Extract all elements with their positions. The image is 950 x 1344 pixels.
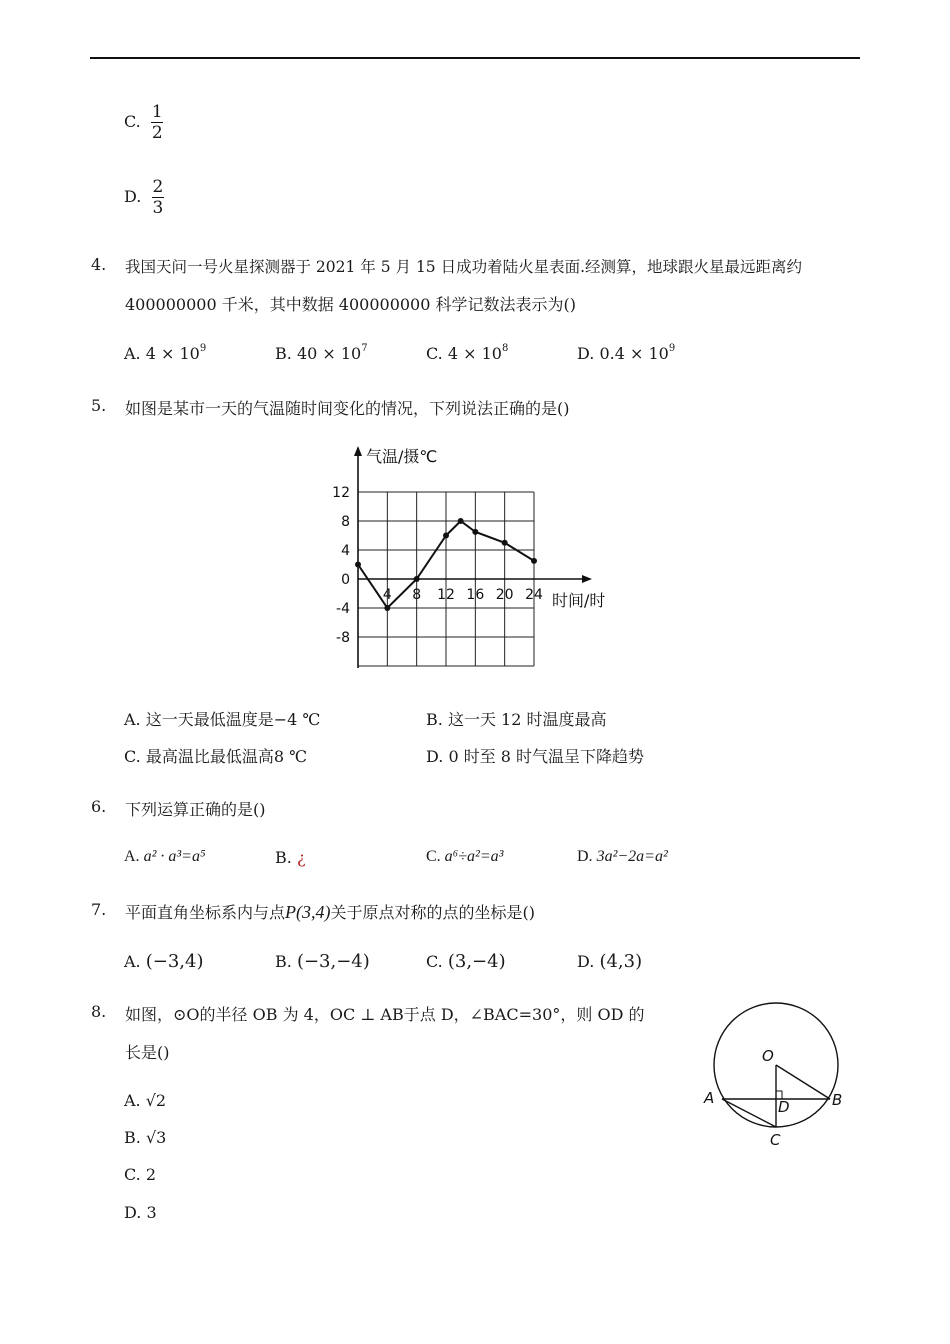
- option-text: ¿: [296, 848, 306, 867]
- option-letter: A.: [124, 710, 141, 729]
- chart-axes: [354, 446, 592, 668]
- y-tick-label: -4: [336, 601, 350, 617]
- q4-text-line1: 我国天问一号火星探测器于 2021 年 5 月 15 日成功着陆火星表面.经测算，地球跟火星最远距离约: [125, 258, 803, 276]
- q3-option-c[interactable]: [124, 103, 165, 142]
- fraction-denominator: 2: [151, 123, 163, 143]
- option-letter: D.: [124, 1203, 142, 1222]
- option-letter: A.: [124, 952, 141, 971]
- fraction: [150, 178, 165, 217]
- option-text: a⁶÷a²=a³: [444, 848, 504, 865]
- option-text: (−3,4): [145, 951, 204, 972]
- y-tick-label: -8: [336, 630, 350, 646]
- label-a: A: [704, 1089, 715, 1107]
- fraction-numerator: 1: [151, 102, 163, 122]
- q5-option-b[interactable]: [426, 707, 606, 730]
- q4-number: 4.: [91, 255, 107, 274]
- q7-number: 7.: [91, 900, 107, 919]
- option-letter: B.: [275, 848, 292, 867]
- option-letter: D.: [426, 747, 444, 766]
- x-tick-label: 8: [412, 587, 422, 603]
- option-letter: D.: [577, 952, 595, 971]
- data-point: [458, 518, 464, 524]
- data-point: [384, 605, 390, 611]
- option-base: 40 × 10: [296, 344, 362, 363]
- y-axis-arrow: [354, 446, 362, 456]
- q4-option-c[interactable]: [426, 343, 508, 363]
- option-letter: B.: [426, 710, 443, 729]
- data-point: [414, 576, 420, 582]
- option-letter: D.: [124, 187, 142, 206]
- q7-point: P(3,4): [285, 902, 331, 922]
- label-b: B: [832, 1091, 843, 1109]
- x-tick-label: 4: [382, 587, 392, 603]
- option-letter: A.: [124, 848, 140, 865]
- option-text: (3,−4): [447, 951, 506, 972]
- option-letter: A.: [124, 1091, 141, 1110]
- option-letter: C.: [124, 112, 141, 131]
- option-letter: C.: [426, 344, 443, 363]
- circle-diagram: [700, 995, 860, 1155]
- option-text: 这一天 12 时温度最高: [447, 710, 607, 729]
- q4-option-a[interactable]: [124, 343, 206, 363]
- fraction-numerator: 2: [152, 177, 164, 197]
- q8-option-b[interactable]: [124, 1128, 166, 1147]
- data-point: [355, 562, 361, 568]
- option-exponent: 7: [361, 343, 368, 354]
- option-base: 0.4 × 10: [599, 344, 669, 363]
- option-exponent: 9: [199, 343, 207, 354]
- q6-option-d[interactable]: [577, 848, 668, 866]
- label-c: C: [770, 1131, 781, 1149]
- option-text: 最高温比最低温高8 ℃: [145, 747, 308, 766]
- q5-number: 5.: [91, 396, 107, 415]
- x-axis-arrow: [582, 575, 592, 583]
- option-text: 0 时至 8 时气温呈下降趋势: [448, 747, 645, 766]
- q7-text-pre: 平面直角坐标系内与点: [125, 903, 286, 922]
- option-exponent: 8: [501, 343, 509, 354]
- data-point: [531, 558, 537, 564]
- label-d: D: [778, 1098, 790, 1116]
- option-exponent: 9: [668, 343, 676, 354]
- q8-option-c[interactable]: [124, 1165, 156, 1184]
- option-letter: C.: [124, 747, 141, 766]
- fraction: [150, 103, 165, 142]
- option-text: 这一天最低温度是−4 ℃: [145, 710, 321, 729]
- option-text: 2: [145, 1165, 157, 1184]
- y-tick-label: 4: [341, 543, 350, 559]
- segment-ob: [776, 1065, 830, 1099]
- y-tick-label: 12: [332, 485, 350, 501]
- option-letter: D.: [577, 848, 593, 865]
- option-letter: C.: [426, 848, 441, 865]
- y-axis-label: 气温/摄℃: [366, 447, 438, 466]
- option-text: (4,3): [599, 951, 643, 972]
- q4-option-b[interactable]: [275, 343, 368, 363]
- segment-ac: [722, 1099, 776, 1127]
- x-tick-label: 12: [437, 587, 455, 603]
- q7-option-b[interactable]: [275, 951, 370, 972]
- chart-ticks: [332, 485, 543, 646]
- q4-text-line2: 400000000 千米，其中数据 400000000 科学记数法表示为(): [125, 295, 576, 314]
- q6-option-a[interactable]: [124, 848, 206, 866]
- y-tick-label: 8: [341, 514, 350, 530]
- data-point: [443, 533, 449, 539]
- header-rule: [90, 57, 860, 59]
- q6-text: 下列运算正确的是(): [125, 800, 266, 819]
- option-base: 4 × 10: [145, 344, 200, 363]
- option-letter: D.: [577, 344, 595, 363]
- option-text: 3: [146, 1203, 157, 1222]
- q7-option-d[interactable]: [577, 951, 642, 972]
- q5-option-a[interactable]: [124, 707, 320, 730]
- option-text: √3: [145, 1128, 167, 1147]
- q8-number: 8.: [91, 1002, 107, 1021]
- q8-option-d[interactable]: [124, 1203, 157, 1222]
- option-letter: C.: [426, 952, 443, 971]
- y-tick-label: 0: [341, 572, 350, 588]
- data-point: [472, 529, 478, 535]
- q3-option-d[interactable]: [124, 178, 165, 217]
- temperature-chart: [320, 440, 620, 680]
- option-letter: A.: [124, 344, 141, 363]
- q8-text-line1: 如图，⊙O的半径 OB 为 4，OC ⊥ AB于点 D，∠BAC=30°，则 OD 的: [125, 1005, 645, 1024]
- option-base: 4 × 10: [447, 344, 502, 363]
- q8-text-line2: 长是(): [125, 1043, 170, 1062]
- q6-number: 6.: [91, 797, 107, 816]
- option-letter: B.: [275, 344, 292, 363]
- x-tick-label: 20: [495, 587, 514, 603]
- q6-option-b[interactable]: [275, 848, 306, 867]
- x-tick-label: 16: [466, 587, 485, 603]
- fraction-denominator: 3: [152, 198, 164, 218]
- q5-option-c[interactable]: [124, 744, 307, 767]
- q7-text: [125, 900, 535, 923]
- q8-option-a[interactable]: [124, 1091, 166, 1110]
- label-o: O: [762, 1047, 774, 1065]
- x-tick-label: 24: [525, 587, 543, 603]
- x-axis-label: 时间/时: [552, 591, 606, 610]
- option-text: a² · a³=a⁵: [143, 848, 206, 865]
- option-letter: B.: [124, 1128, 141, 1147]
- option-text: (−3,−4): [296, 951, 370, 972]
- q7-text-post: 关于原点对称的点的坐标是(): [330, 903, 535, 922]
- option-text: √2: [145, 1091, 167, 1110]
- q5-option-d[interactable]: [426, 744, 644, 767]
- q7-option-c[interactable]: [426, 951, 506, 972]
- data-point: [502, 540, 508, 546]
- q6-option-c[interactable]: [426, 848, 503, 866]
- option-text: 3a²−2a=a²: [596, 848, 668, 865]
- q5-text: 如图是某市一天的气温随时间变化的情况，下列说法正确的是(): [125, 399, 570, 418]
- option-letter: C.: [124, 1165, 141, 1184]
- option-letter: B.: [275, 952, 292, 971]
- q4-option-d[interactable]: [577, 343, 675, 363]
- q7-option-a[interactable]: [124, 951, 204, 972]
